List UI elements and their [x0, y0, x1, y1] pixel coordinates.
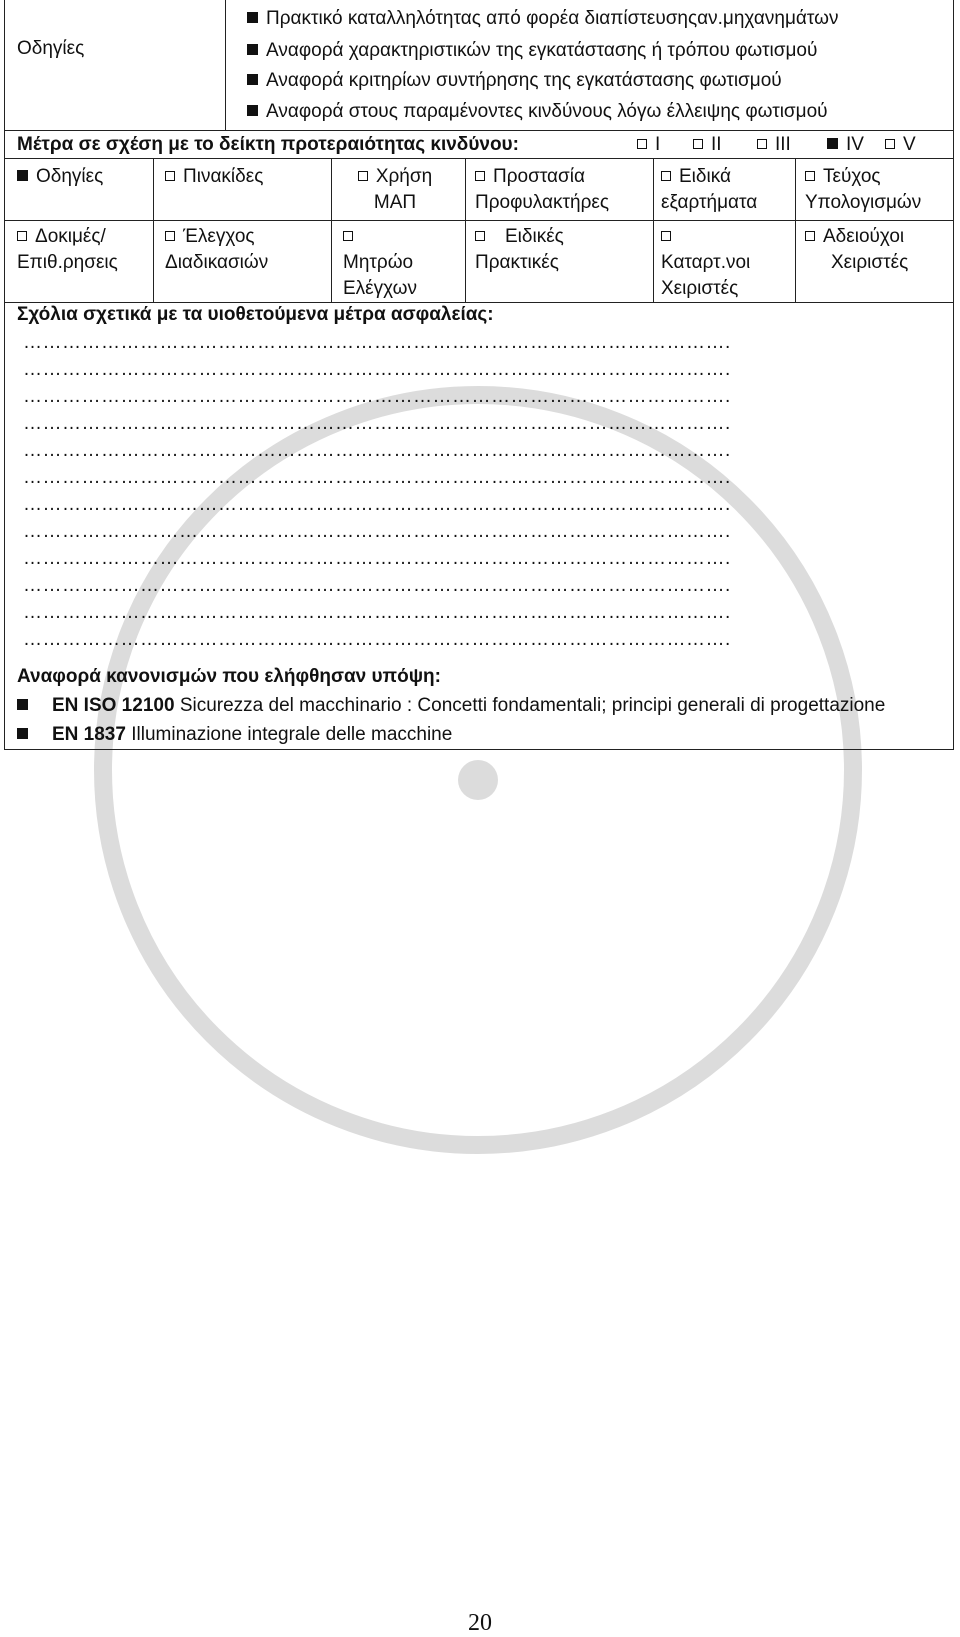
comment-line[interactable]: ………………………………………………………………………………………………. [23, 629, 731, 650]
measure-trained-operators[interactable]: Καταρτ.νοι Χειριστές [661, 224, 791, 302]
checkbox-empty-icon [475, 171, 485, 181]
priority-level-I[interactable]: I [637, 132, 660, 158]
regulations-label: Αναφορά κανονισμών που ελήφθησαν υπόψη: [17, 666, 441, 687]
priority-label: Μέτρα σε σχέση με το δείκτη προτεραιότητας κινδύνου: [17, 134, 519, 155]
comment-line[interactable]: ………………………………………………………………………………………………. [23, 575, 731, 596]
instruction-item-3: Αναφορά κριτηρίων συντήρησης της εγκατάστασης φωτισμού [247, 68, 782, 94]
checkbox-empty-icon [805, 231, 815, 241]
checkbox-filled-icon [247, 12, 258, 23]
instruction-item-2: Αναφορά χαρακτηριστικών της εγκατάστασης ή τρόπου φωτισμού [247, 38, 817, 64]
priority-row [5, 130, 953, 158]
measure-inspection-log[interactable]: Μητρώο Ελέγχων [343, 224, 463, 302]
checkbox-empty-icon [885, 139, 895, 149]
risk-assessment-sheet [4, 0, 954, 750]
priority-level-III[interactable]: III [757, 132, 791, 158]
grid-divider [653, 158, 654, 220]
checkbox-empty-icon [343, 231, 353, 241]
measure-guards[interactable]: Προστασία Προφυλακτήρες [475, 166, 610, 213]
regulation-item-1: EN ISO 12100 Sicurezza del macchinario : Concetti fondamentali; principi generali di progettazione [17, 693, 885, 719]
instructions-label: Οδηγίες [17, 38, 85, 59]
measure-instructions[interactable]: Οδηγίες [17, 164, 147, 190]
grid-divider [795, 158, 796, 220]
checkbox-empty-icon [358, 171, 368, 181]
checkbox-filled-icon [247, 44, 258, 55]
checkbox-empty-icon [661, 171, 671, 181]
instructions-divider [225, 0, 226, 130]
comment-line[interactable]: ………………………………………………………………………………………………. [23, 467, 731, 488]
bullet-square-icon [17, 699, 28, 710]
grid-divider [465, 158, 466, 220]
checkbox-empty-icon [17, 231, 27, 241]
checkbox-empty-icon [661, 231, 671, 241]
checkbox-empty-icon [805, 171, 815, 181]
checkbox-empty-icon [165, 231, 175, 241]
regulation-item-2: EN 1837 Illuminazione integrale delle macchine [17, 722, 452, 748]
comment-line[interactable]: ………………………………………………………………………………………………. [23, 332, 731, 353]
comment-line[interactable]: ………………………………………………………………………………………………. [23, 602, 731, 623]
comment-line[interactable]: ………………………………………………………………………………………………. [23, 413, 731, 434]
instruction-item-4: Αναφορά στους παραμένοντες κινδύνους λόγω έλλειψης φωτισμού [247, 99, 828, 125]
grid-divider [653, 220, 654, 302]
measure-calculations[interactable]: Τεύχος Υπολογισμών [805, 166, 922, 213]
comments-label: Σχόλια σχετικά με τα υιοθετούμενα μέτρα ασφαλείας: [17, 304, 494, 325]
page-number: 20 [468, 1610, 492, 1636]
measure-signs[interactable]: Πινακίδες [165, 164, 325, 190]
grid-divider [331, 158, 332, 220]
measure-tests[interactable]: Δοκιμές/ Επιθ.ρησεις [17, 226, 118, 273]
bullet-square-icon [17, 728, 28, 739]
instruction-item-1: Πρακτικό καταλληλότητας από φορέα διαπίστευσηςαν.μηχανημάτων [247, 6, 838, 32]
comment-line[interactable]: ………………………………………………………………………………………………. [23, 440, 731, 461]
grid-divider [153, 220, 154, 302]
checkbox-empty-icon [637, 139, 647, 149]
priority-level-V[interactable]: V [885, 132, 916, 158]
checkbox-filled-icon [247, 105, 258, 116]
grid-divider [331, 220, 332, 302]
priority-level-IV[interactable]: IV [827, 132, 864, 158]
checkbox-filled-icon [17, 170, 28, 181]
instructions-block [5, 0, 953, 130]
comment-line[interactable]: ………………………………………………………………………………………………. [23, 359, 731, 380]
checkbox-empty-icon [693, 139, 703, 149]
comment-line[interactable]: ………………………………………………………………………………………………. [23, 548, 731, 569]
measures-row-2 [5, 220, 953, 302]
comment-line[interactable]: ………………………………………………………………………………………………. [23, 494, 731, 515]
measure-special-parts[interactable]: Ειδικά εξαρτήματα [661, 166, 758, 213]
measure-ppe[interactable]: Χρήση ΜΑΠ [335, 164, 455, 216]
grid-divider [795, 220, 796, 302]
measure-special-practices[interactable]: Ειδικές Πρακτικές [475, 226, 564, 273]
checkbox-empty-icon [757, 139, 767, 149]
measure-procedure-control[interactable]: Έλεγχος Διαδικασιών [165, 226, 269, 273]
checkbox-filled-icon [827, 138, 838, 149]
checkbox-empty-icon [165, 171, 175, 181]
priority-level-II[interactable]: II [693, 132, 722, 158]
grid-divider [153, 158, 154, 220]
comment-line[interactable]: ………………………………………………………………………………………………. [23, 386, 731, 407]
checkbox-filled-icon [247, 74, 258, 85]
grid-divider [465, 220, 466, 302]
checkbox-empty-icon [475, 231, 485, 241]
measure-licensed-operators[interactable]: Αδειούχοι Χειριστές [805, 224, 953, 276]
watermark-dot [458, 760, 498, 800]
measures-row-1 [5, 158, 953, 220]
comment-line[interactable]: ………………………………………………………………………………………………. [23, 521, 731, 542]
